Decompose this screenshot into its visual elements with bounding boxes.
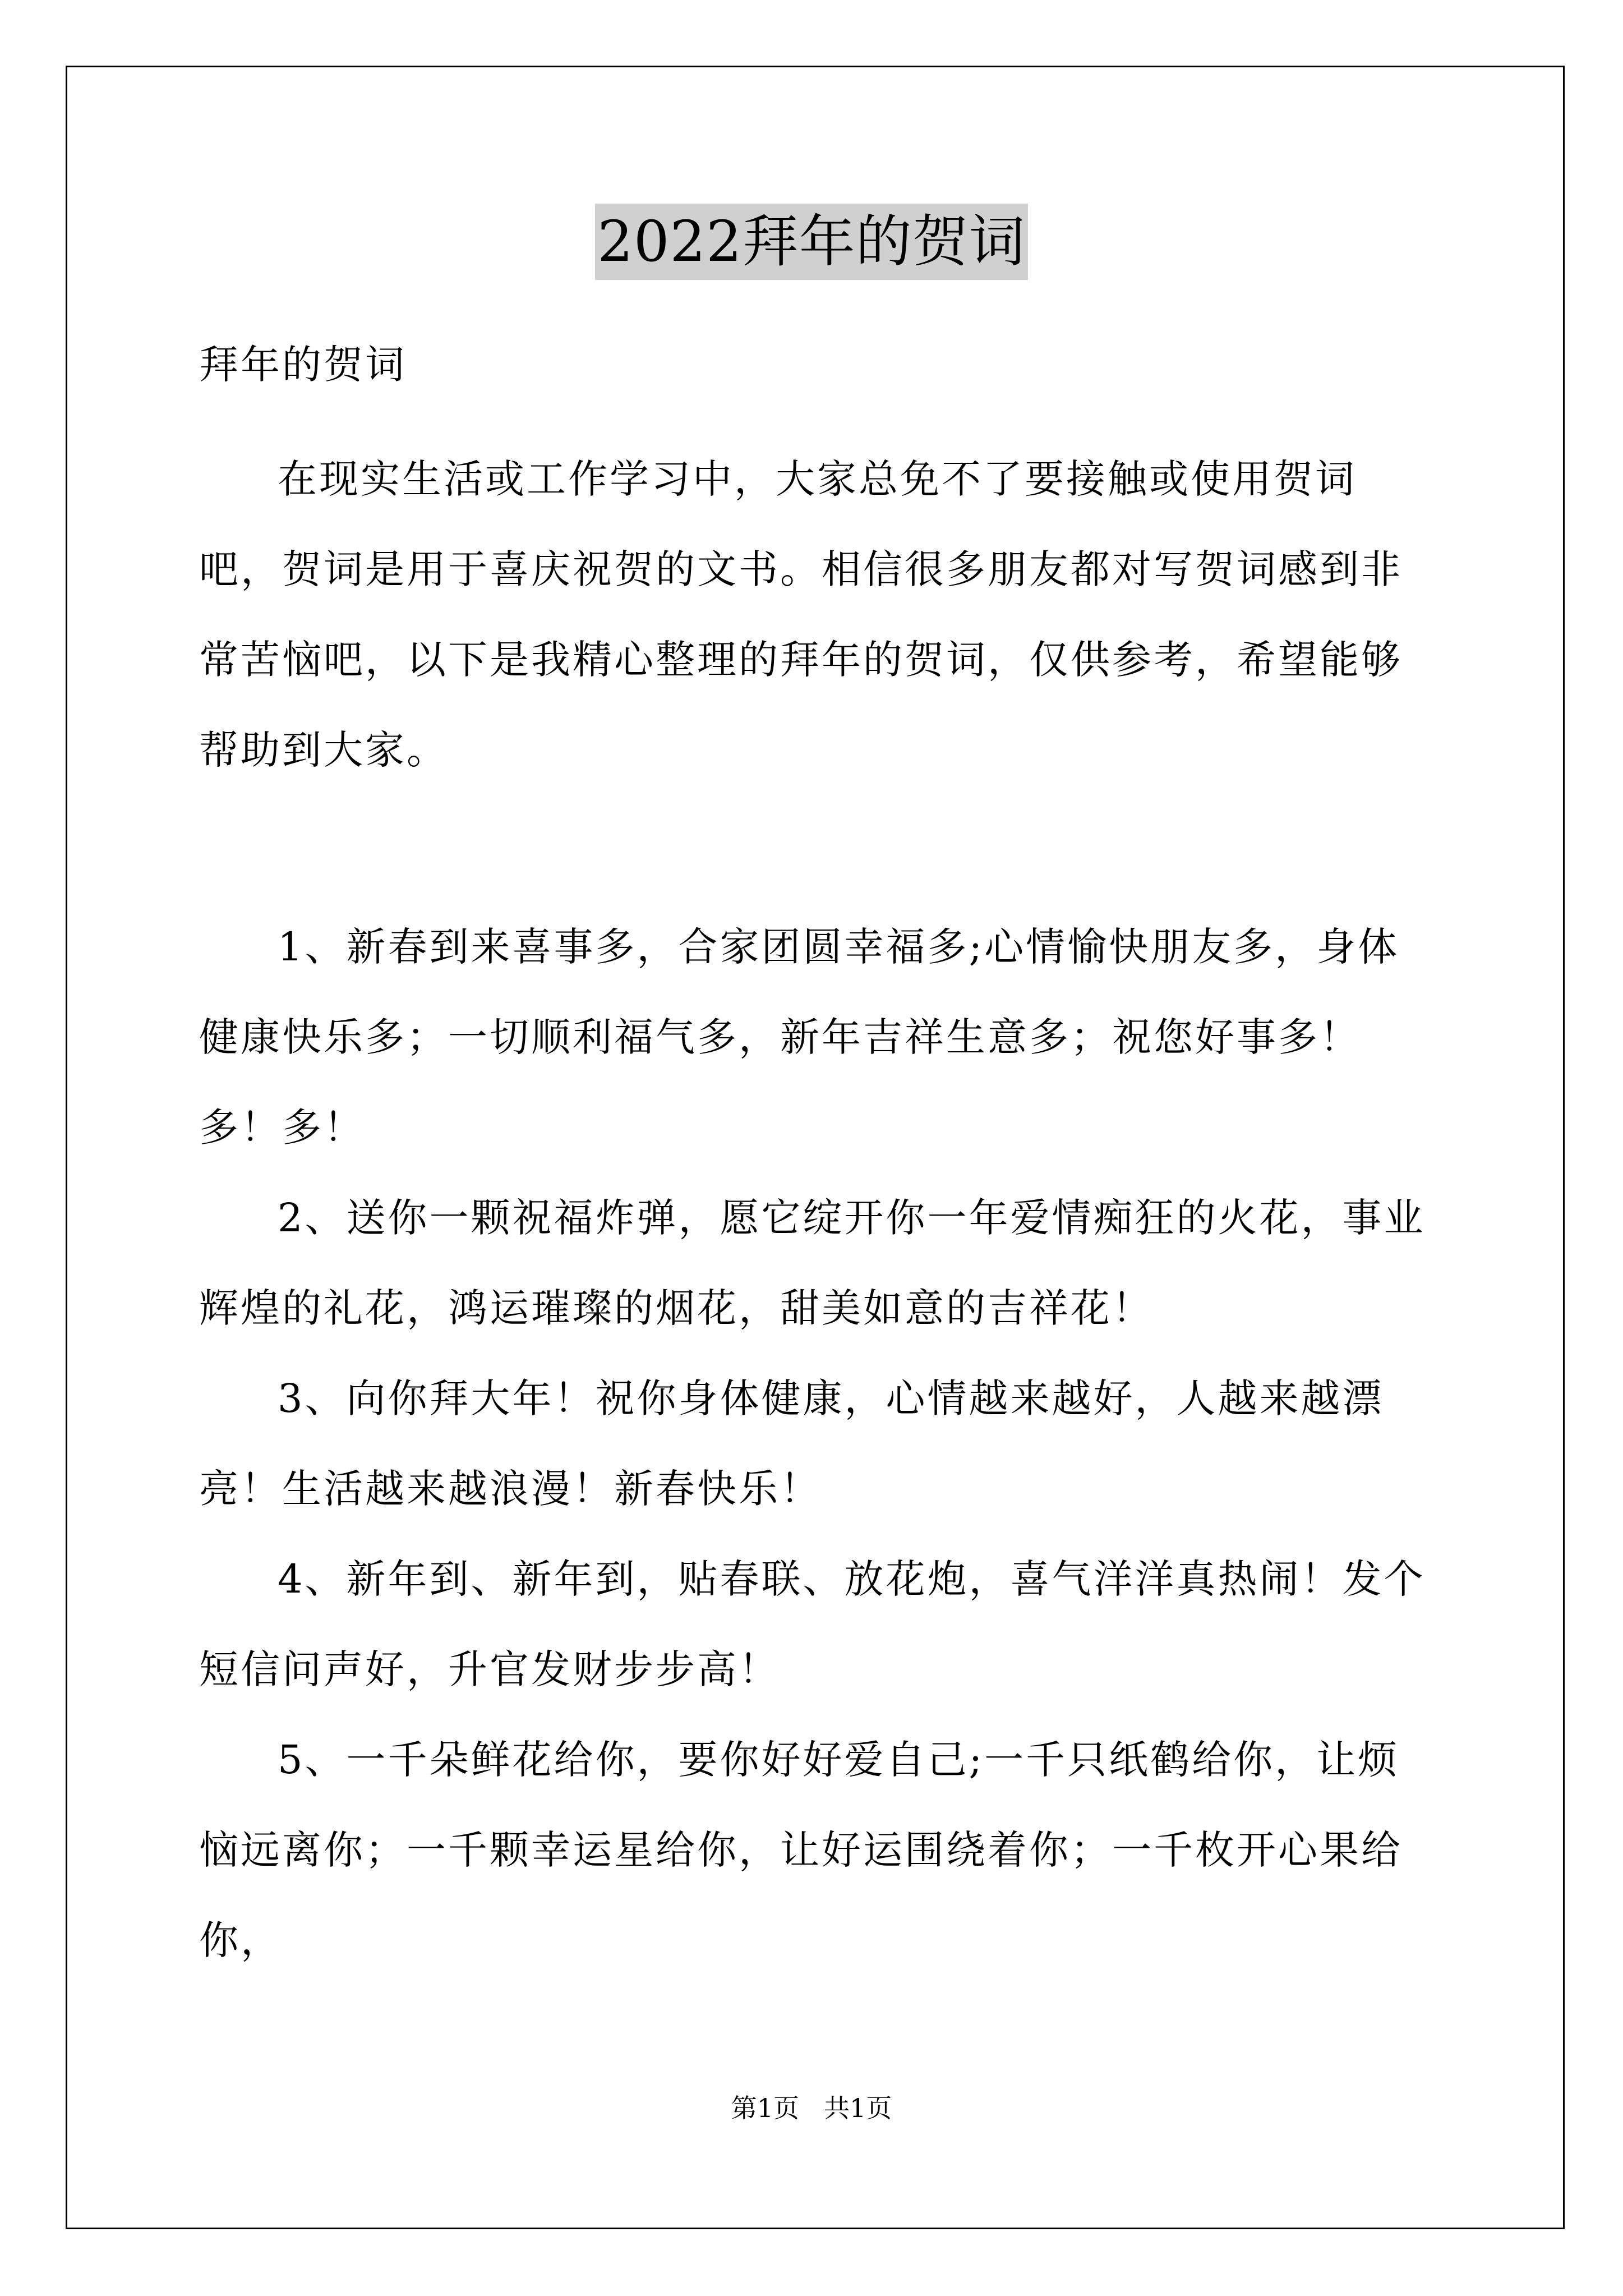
greeting-item-3: 3、向你拜大年！祝你身体健康，心情越来越好，人越来越漂亮！生活越来越浪漫！新春快乐！ [199, 1375, 1384, 1512]
page-count: 共1页 [824, 2093, 892, 2123]
intro-paragraph: 在现实生活或工作学习中，大家总免不了要接触或使用贺词吧，贺词是用于喜庆祝贺的文书。相信很多朋友都对写贺词感到非常苦恼吧，以下是我精心整理的拜年的贺词，仅供参考，希望能够帮助到大家。 [199, 456, 1403, 773]
subheading: 拜年的贺词 [199, 342, 407, 388]
greeting-item-4: 4、新年到、新年到，贴春联、放花炮，喜气洋洋真热闹！发个短信问声好，升官发财步步高！ [199, 1556, 1426, 1692]
document-title: 2022拜年的贺词 [595, 204, 1028, 280]
paragraph-spacer [199, 795, 1438, 902]
greeting-item-5: 5、一千朵鲜花给你，要你好好爱自己;一千只纸鹤给你，让烦恼远离你；一千颗幸运星给你，让好运围绕着你；一千枚开心果给你， [199, 1737, 1403, 1963]
page-footer [0, 2091, 1623, 2125]
document-body [199, 320, 1438, 1986]
greeting-item-2: 2、送你一颗祝福炸弹，愿它绽开你一年爱情痴狂的火花，事业辉煌的礼花，鸿运璀璨的烟花，甜美如意的吉祥花！ [199, 1195, 1426, 1331]
page-number: 第1页 [731, 2093, 799, 2123]
greeting-item-1: 1、新春到来喜事多，合家团圆幸福多;心情愉快朋友多，身体健康快乐多；一切顺利福气多，新年吉祥生意多；祝您好事多！多！多！ [199, 924, 1400, 1151]
title-container [0, 204, 1623, 280]
